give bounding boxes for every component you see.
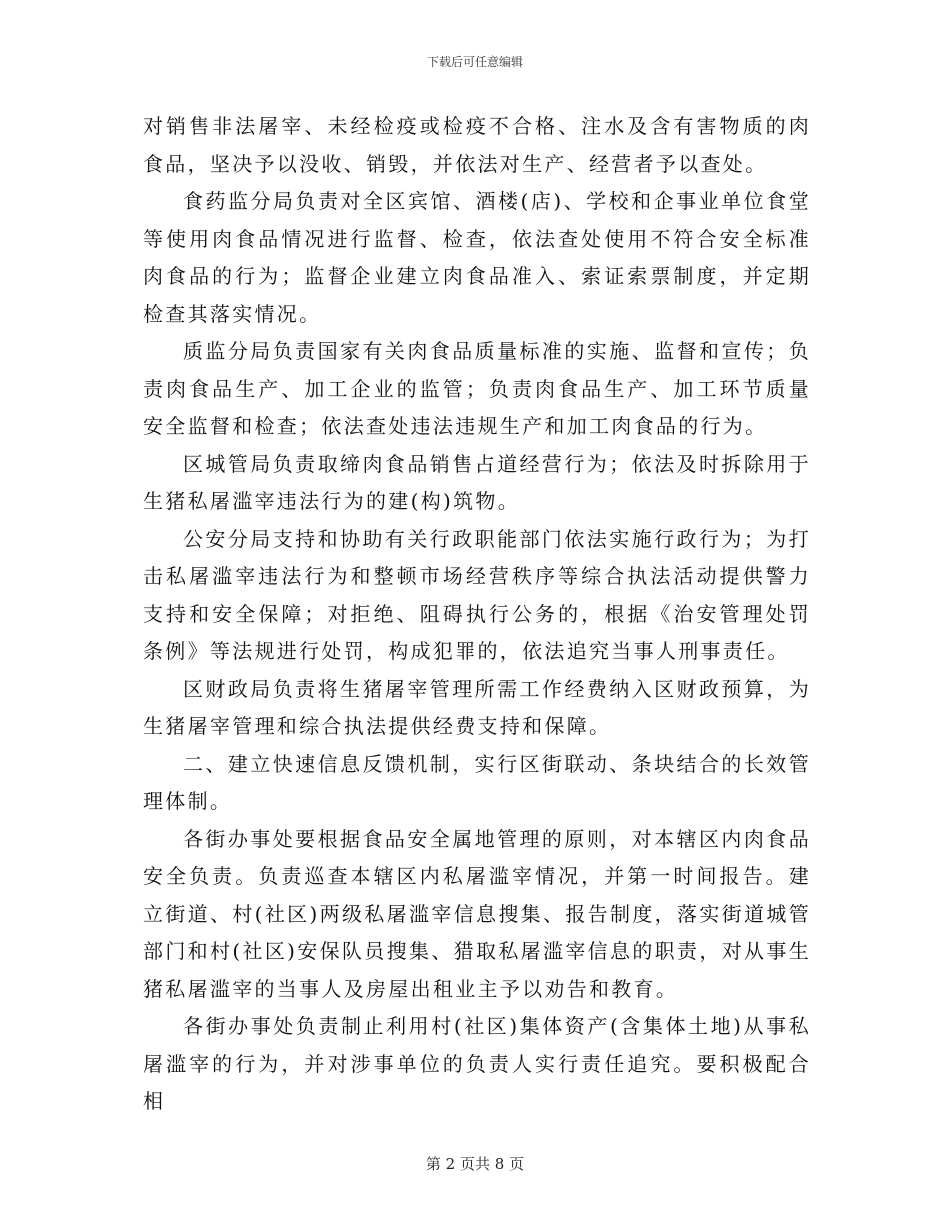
page-header: 下载后可任意编辑 xyxy=(426,55,523,69)
paragraph-quality-bureau: 质监分局负责国家有关肉食品质量标准的实施、监督和宣传；负责肉食品生产、加工企业的监管；负责肉食品生产、加工环节质量安全监督和检查；依法查处违法违规生产和加工肉食品的行为。 xyxy=(143,339,811,438)
paragraph-public-security: 公安分局支持和协助有关行政职能部门依法实施行政行为；为打击私屠滥宰违法行为和整顿市场经营秩序等综合执法活动提供警力支持和安全保障；对拒绝、阻碍执行公务的，根据《治安管理处罚条例》等法规进行处罚，构成犯罪的，依法追究当事人刑事责任。 xyxy=(143,526,811,663)
page-footer: 第 2 页共 8 页 xyxy=(425,1155,525,1173)
paragraph-urban-management: 区城管局负责取缔肉食品销售占道经营行为；依法及时拆除用于生猪私屠滥宰违法行为的建(构)筑物。 xyxy=(143,451,811,513)
document-body xyxy=(143,108,811,1121)
paragraph-food-drug-bureau: 食药监分局负责对全区宾馆、酒楼(店)、学校和企事业单位食堂等使用肉食品情况进行监督、检查，依法查处使用不符合安全标准肉食品的行为；监督企业建立肉食品准入、索证索票制度，并定期检查其落实情况。 xyxy=(143,189,811,326)
section-heading-two: 二、建立快速信息反馈机制，实行区街联动、条块结合的长效管理体制。 xyxy=(143,751,811,813)
paragraph-finance-bureau: 区财政局负责将生猪屠宰管理所需工作经费纳入区财政预算，为生猪屠宰管理和综合执法提供经费支持和保障。 xyxy=(143,676,811,738)
paragraph-street-offices: 各街办事处要根据食品安全属地管理的原则，对本辖区内肉食品安全负责。负责巡查本辖区内私屠滥宰情况，并第一时间报告。建立街道、村(社区)两级私屠滥宰信息搜集、报告制度，落实街道城管部门和村(社区)安保队员搜集、猎取私屠滥宰信息的职责，对从事生猪私屠滥宰的当事人及房屋出租业主予以劝告和教育。 xyxy=(143,826,811,1001)
paragraph-street-offices-assets: 各街办事处负责制止利用村(社区)集体资产(含集体土地)从事私屠滥宰的行为，并对涉事单位的负责人实行责任追究。要积极配合相 xyxy=(143,1014,811,1113)
paragraph-continued: 对销售非法屠宰、未经检疫或检疫不合格、注水及含有害物质的肉食品，坚决予以没收、销毁，并依法对生产、经营者予以查处。 xyxy=(143,114,811,176)
